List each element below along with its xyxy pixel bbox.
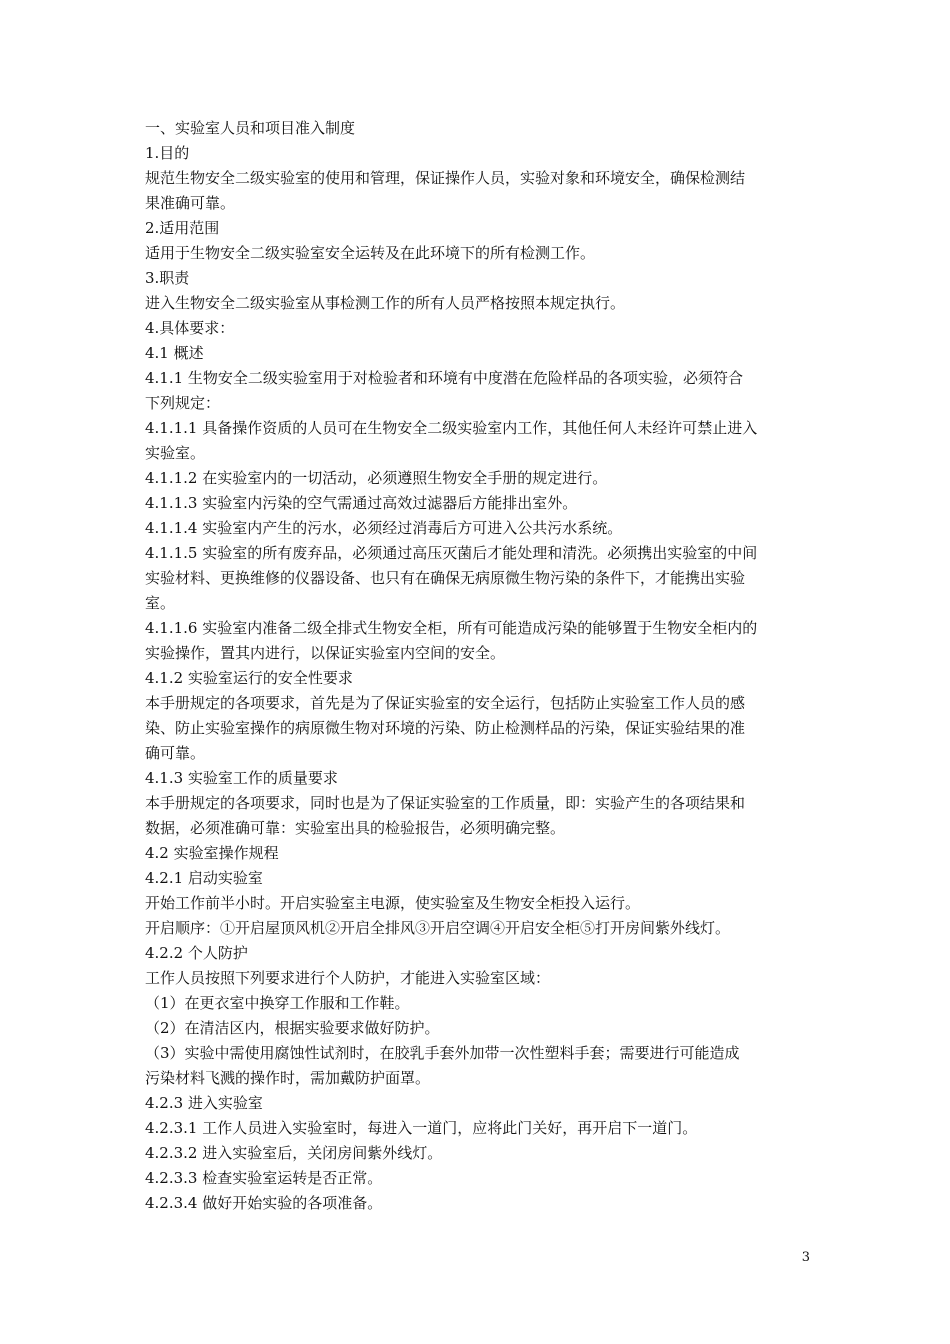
text-line: 污染材料飞溅的操作时，需加戴防护面罩。 [145,1069,431,1087]
text-line: 本手册规定的各项要求，同时也是为了保证实验室的工作质量，即：实验产生的各项结果和 [145,794,746,812]
text-line: 实验室。 [145,444,206,462]
text-line: （2）在清洁区内，根据实验要求做好防护。 [145,1019,440,1037]
text-line: 室。 [145,594,176,612]
text-line: 4.2.3 进入实验室 [145,1094,263,1112]
text-line: 4.1 概述 [145,344,204,362]
text-line: 工作人员按照下列要求进行个人防护，才能进入实验室区域： [145,969,551,987]
document-body [145,116,810,1216]
text-line: 4.2.2 个人防护 [145,944,248,962]
text-line: 4.2.1 启动实验室 [145,869,263,887]
text-line: 4.1.1.4 实验室内产生的污水，必须经过消毒后方可进入公共污水系统。 [145,519,623,537]
text-line: 4.1.1.6 实验室内准备二级全排式生物安全柜，所有可能造成污染的能够置于生物安全柜内的 [145,619,758,637]
text-line: （3）实验中需使用腐蚀性试剂时，在胶乳手套外加带一次性塑料手套；需要进行可能造成 [145,1044,740,1062]
text-line: （1）在更衣室中换穿工作服和工作鞋。 [145,994,410,1012]
text-line: 进入生物安全二级实验室从事检测工作的所有人员严格按照本规定执行。 [145,294,626,312]
text-line: 确可靠。 [145,744,206,762]
text-line: 适用于生物安全二级实验室安全运转及在此环境下的所有检测工作。 [145,244,596,262]
text-line: 1.目的 [145,144,190,162]
text-line: 4.2 实验室操作规程 [145,844,279,862]
text-line: 数据，必须准确可靠：实验室出具的检验报告，必须明确完整。 [145,819,566,837]
text-line: 4.2.3.2 进入实验室后，关闭房间紫外线灯。 [145,1144,443,1162]
text-line: 4.1.1.2 在实验室内的一切活动，必须遵照生物安全手册的规定进行。 [145,469,608,487]
text-line: 3.职责 [145,269,190,287]
text-line: 4.1.1.3 实验室内污染的空气需通过高效过滤器后方能排出室外。 [145,494,578,512]
text-line: 果准确可靠。 [145,194,236,212]
text-line: 4.2.3.3 检查实验室运转是否正常。 [145,1169,383,1187]
page-number: 3 [801,1250,810,1265]
text-line: 4.具体要求： [145,319,235,337]
text-line: 下列规定： [145,394,221,412]
text-line: 4.1.2 实验室运行的安全性要求 [145,669,353,687]
text-line: 2.适用范围 [145,219,220,237]
text-line: 4.1.1 生物安全二级实验室用于对检验者和环境有中度潜在危险样品的各项实验，必须符合 [145,369,743,387]
text-line: 4.1.1.5 实验室的所有废弃品，必须通过高压灭菌后才能处理和清洗。必须携出实验室的中间 [145,544,758,562]
text-line: 开启顺序：①开启屋顶风机②开启全排风③开启空调④开启安全柜⑤打开房间紫外线灯。 [145,919,731,937]
text-line: 4.2.3.1 工作人员进入实验室时，每进入一道门，应将此门关好，再开启下一道门。 [145,1119,698,1137]
text-line: 规范生物安全二级实验室的使用和管理，保证操作人员，实验对象和环境安全，确保检测结 [145,169,746,187]
text-line: 4.1.1.1 具备操作资质的人员可在生物安全二级实验室内工作，其他任何人未经许可禁止进入 [145,419,758,437]
text-line: 实验操作，置其内进行，以保证实验室内空间的安全。 [145,644,506,662]
text-line: 4.2.3.4 做好开始实验的各项准备。 [145,1194,383,1212]
text-line: 本手册规定的各项要求，首先是为了保证实验室的安全运行，包括防止实验室工作人员的感 [145,694,746,712]
text-line: 一、实验室人员和项目准入制度 [145,119,356,137]
text-line: 实验材料、更换维修的仪器设备、也只有在确保无病原微生物污染的条件下，才能携出实验 [145,569,746,587]
text-line: 4.1.3 实验室工作的质量要求 [145,769,338,787]
text-line: 染、防止实验室操作的病原微生物对环境的污染、防止检测样品的污染，保证实验结果的准 [145,719,746,737]
text-line: 开始工作前半小时。开启实验室主电源，使实验室及生物安全柜投入运行。 [145,894,641,912]
